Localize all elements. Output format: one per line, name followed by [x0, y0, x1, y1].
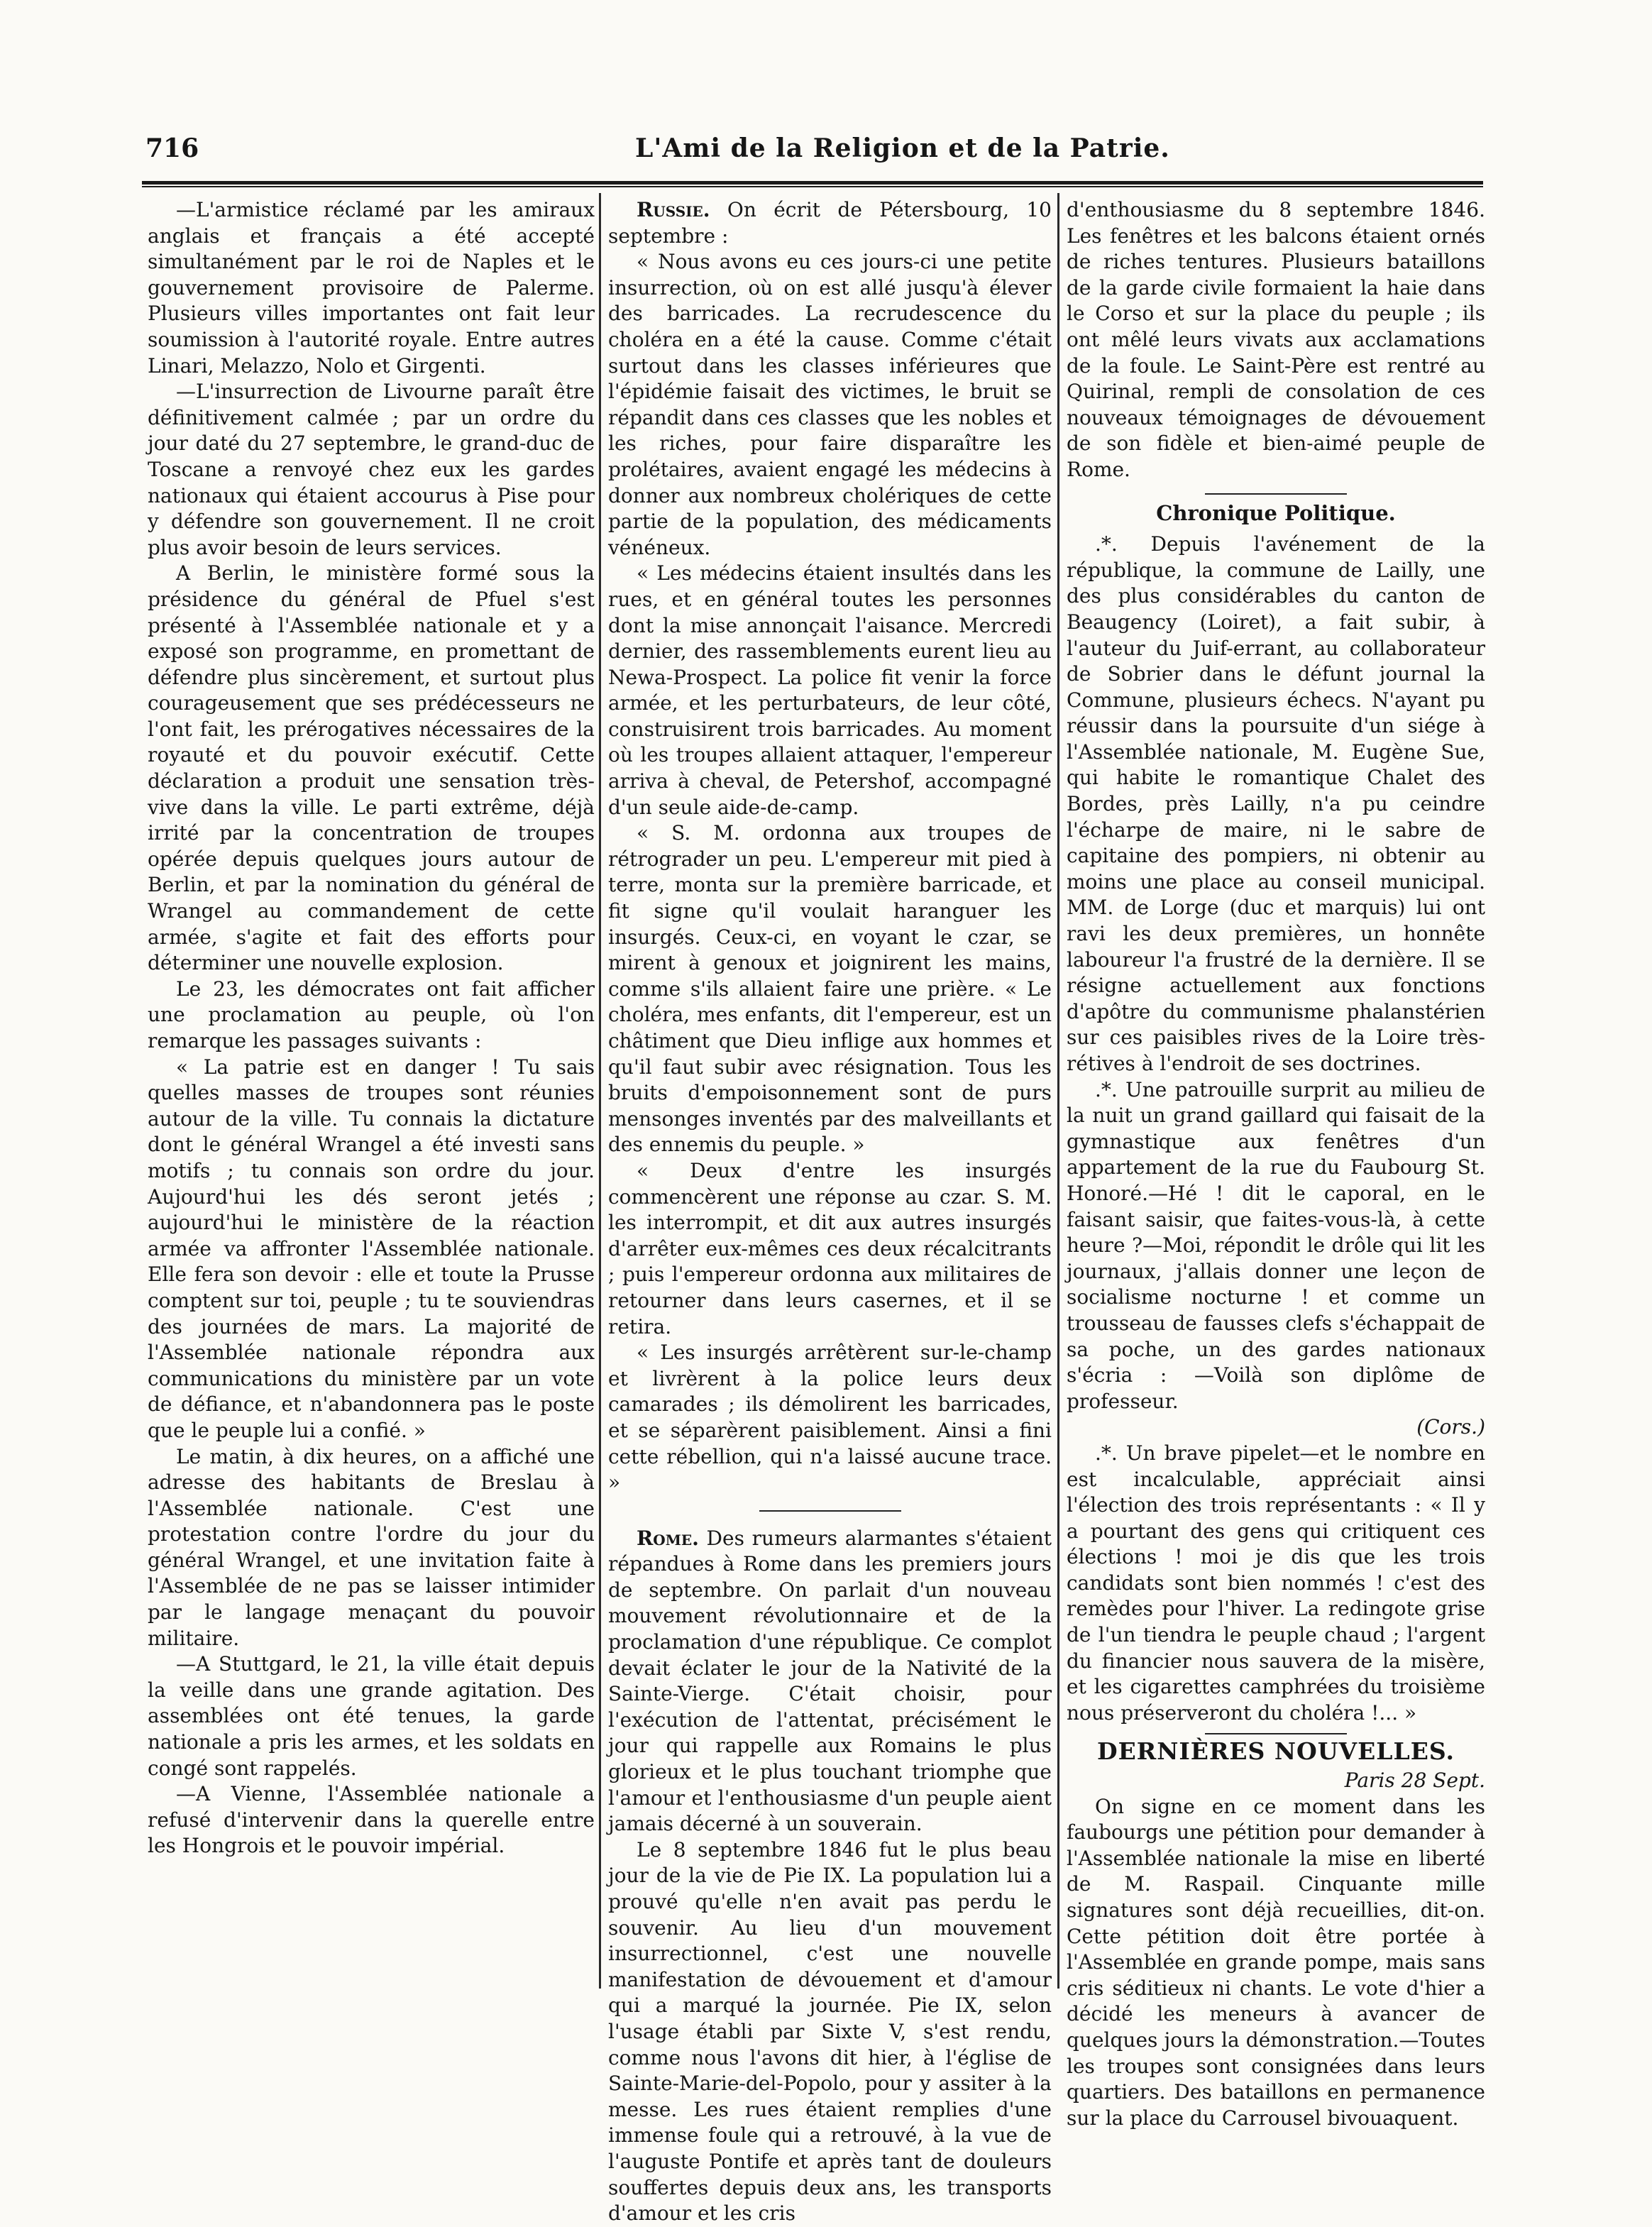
column-separator-1	[599, 193, 601, 1989]
running-title: L'Ami de la Religion et de la Patrie.	[635, 133, 1170, 163]
chronique-paragraph-pipelet: .*. Un brave pipelet—et le nombre en est incalculable, appréciait ainsi l'élection des trois représentants : « Il y a pourtant des gens qui critiquent ces élections ! moi je dis que les trois candidats sont bien nommés ! c'est des remèdes pour l'hiver. La redingote grise de l'un tiendra le peuple chaud ; l'argent du financier nous sauvera de la misère, et les cigarettes camphrées du troisième nous préserveront du choléra !... »	[1067, 1441, 1485, 1725]
rome-label: Rome.	[637, 1526, 699, 1550]
chronique-title: Chronique Politique.	[1156, 500, 1396, 525]
column-3	[1067, 197, 1485, 2131]
paragraph-breslau: Le matin, à dix heures, on a affiché une adresse des habitants de Breslau à l'Assemblée nationale. C'est une protestation contre l'ordre du jour du général Wrangel, et une invitation faite à l'Assemblée de ne pas se laisser intimider par le langage menaçant du pouvoir militaire.	[148, 1444, 595, 1650]
paragraph-berlin: A Berlin, le ministère formé sous la présidence du général de Pfuel s'est présenté à l'Assemblée nationale et y a exposé son programme, en promettant de défendre plus sincèrement, et surtout plus courageusement que ses prédécesseurs ne l'ont fait, les prérogatives nécessaires de la royauté et du pouvoir exécutif. Cette déclaration a produit une sensation très-vive dans la ville. Le parti extrême, déjà irrité par la concentration de troupes opérée depuis quelques jours autour de Berlin, et par la nomination du général de Wrangel au commandement de cette armée, s'agite et fait des efforts pour déterminer une nouvelle explosion.	[148, 561, 595, 975]
section-divider	[1205, 493, 1347, 495]
paragraph-livourne: —L'insurrection de Livourne paraît être définitivement calmée ; par un ordre du jour daté du 27 septembre, le grand-duc de Toscane a renvoyé chez eux les gardes nationaux qui étaient accourus à Pise pour y défendre son gouvernement. Il ne croit plus avoir besoin de leurs services.	[148, 380, 595, 559]
dernieres-title: DERNIÈRES NOUVELLES.	[1097, 1737, 1455, 1766]
russie-paragraph: « Les insurgés arrêtèrent sur-le-champ et livrèrent à la police leurs deux camarades ; ils démolirent les barricades, et se séparèrent paisiblement. Ainsi a fini cette rébellion, qui n'a laissé aucune trace. »	[608, 1341, 1052, 1495]
header-rule-thin	[142, 186, 1483, 187]
rome-continuation: d'enthousiasme du 8 septembre 1846. Les fenêtres et les balcons étaient ornés de riches tentures. Plusieurs bataillons de la garde civile formaient la haie dans le Corso et sur la place du peuple ; ils ont mêlé leurs vivats aux acclamations de la foule. Le Saint-Père est rentré au Quirinal, rempli de consolation de ces nouveaux témoignages de dévouement de son fidèle et bien-aimé peuple de Rome.	[1067, 198, 1485, 481]
russie-label: Russie.	[637, 198, 710, 221]
paragraph-naples: —L'armistice réclamé par les amiraux anglais et français a été accepté simultanément par le roi de Naples et le gouvernement provisoire de Palerme. Plusieurs villes importantes ont fait leur soumission à l'autorité royale. Entre autres Linari, Melazzo, Nolo et Girgenti.	[148, 198, 595, 378]
column-1	[148, 197, 595, 1859]
russie-intro	[608, 197, 1052, 249]
column-2	[608, 197, 1052, 2227]
paragraph-vienne: —A Vienne, l'Assemblée nationale a refusé d'intervenir dans la querelle entre les Hongrois et le pouvoir impérial.	[148, 1782, 595, 1858]
russie-paragraph: « S. M. ordonna aux troupes de rétrograder un peu. L'empereur mit pied à terre, monta sur la première barricade, et fit signe qu'il voulait haranguer les insurgés. Ceux-ci, en voyant le czar, se mirent à genoux et joignirent les mains, comme s'ils allaient faire une prière. « Le choléra, mes enfants, dit l'empereur, est un châtiment que Dieu inflige aux hommes et qu'il faut subir avec résignation. Tous les bruits d'empoisonnement sont de purs mensonges inventés par des malveillants et des ennemis du peuple. »	[608, 821, 1052, 1157]
column-separator-2	[1057, 193, 1059, 1989]
rome-intro	[608, 1526, 1052, 1837]
russie-paragraph: « Deux d'entre les insurgés commencèrent une réponse au czar. S. M. les interrompit, et dit aux autres insurgés d'arrêter eux-mêmes ces deux récalcitrants ; puis l'empereur ordonna aux militaires de retourner dans leurs casernes, et il se retira.	[608, 1158, 1052, 1338]
section-divider	[1205, 1733, 1347, 1734]
rome-intro-text: Des rumeurs alarmantes s'étaient répandues à Rome dans les premiers jours de septembre. On parlait d'un nouveau mouvement révolutionnaire et de la proclamation d'une république. Ce complot devait éclater le jour de la Nativité de la Sainte-Vierge. C'était choisir, pour l'exécution de l'attentat, précisément le jour qui rappelle aux Romains le plus glorieux et le plus touchant triomphe que l'amour et l'enthousiasme d'un peuple aient jamais décerné à un souverain.	[608, 1526, 1052, 1836]
paragraph-stuttgard: —A Stuttgard, le 21, la ville était depuis la veille dans une grande agitation. Des assemblées ont été tenues, la garde nationale a pris les armes, et les soldats en congé sont rappelés.	[148, 1652, 595, 1780]
section-divider	[759, 1510, 901, 1512]
page-number: 716	[145, 133, 199, 163]
chronique-paragraph-lailly: .*. Depuis l'avénement de la république, la commune de Lailly, une des plus considérables du canton de Beaugency (Loiret), a fait subir, à l'auteur du Juif-errant, au collaborateur de Sobrier dans le défunt journal la Commune, plusieurs échecs. N'ayant pu réussir dans la poursuite d'un siége à l'Assemblée nationale, M. Eugène Sue, qui habite le romantique Chalet des Bordes, près Lailly, n'a pu ceindre l'écharpe de maire, ni le sabre de capitaine des pompiers, ni obtenir au moins une place au conseil municipal. MM. de Lorge (duc et marquis) lui ont ravi les deux premières, un honnête laboureur l'a frustré de la dernière. Il se résigne actuellement aux fonctions d'apôtre du communisme phalanstérien sur ces paisibles rives de la Loire très-rétives à l'endroit de ses doctrines.	[1067, 532, 1485, 1075]
russie-intro-text: On écrit de Pétersbourg, 10 septembre :	[608, 198, 1052, 248]
header-rule	[142, 181, 1483, 185]
russie-paragraph: « Nous avons eu ces jours-ci une petite insurrection, où on est allé jusqu'à élever des barricades. La recrudescence du choléra en a été la cause. Comme c'était surtout dans les classes inférieures que l'épidémie faisait des victimes, le bruit se répandit dans ces classes que les nobles et les riches, pour faire disparaître les prolétaires, avaient engagé les médecins à donner aux nombreux cholériques de cette partie de la population, des médicaments vénéneux.	[608, 250, 1052, 559]
paragraph-democrates: Le 23, les démocrates ont fait afficher une proclamation au peuple, où l'on remarque les passages suivants :	[148, 977, 595, 1052]
rome-paragraph: Le 8 septembre 1846 fut le plus beau jour de la vie de Pie IX. La population lui a prouvé qu'elle n'en avait pas perdu le souvenir. Au lieu d'un mouvement insurrectionnel, c'est une nouvelle manifestation de dévouement et d'amour qui a marqué la journée. Pie IX, selon l'usage établi par Sixte V, s'est rendu, comme nous l'avons dit hier, à l'église de Sainte-Marie-del-Popolo, pour y assiter à la messe. Les rues étaient remplies d'une immense foule qui a retrouvé, à la vue de l'auguste Pontife et après tant de douleurs souffertes depuis deux ans, les transports d'amour et les cris	[608, 1837, 1052, 2226]
russie-paragraph: « Les médecins étaient insultés dans les rues, et en général toutes les personnes dont la mise annonçait l'aisance. Mercredi dernier, des rassemblements eurent lieu au Newa-Prospect. La police fit venir la force armée, et les perturbateurs, de leur côté, construisirent trois barricades. Au moment où les troupes allaient attaquer, l'empereur arriva à cheval, de Petershof, accompagné d'un seule aide-de-camp.	[608, 561, 1052, 819]
chronique-paragraph-patrouille: .*. Une patrouille surprit au milieu de la nuit un grand gaillard qui faisait de la gymnastique aux fenêtres d'un appartement de la rue du Faubourg St. Honoré.—Hé ! dit le caporal, en le faisant saisir, que faites-vous-là, à cette heure ?—Moi, répondit le drôle qui lit les journaux, j'allais donner une leçon de socialisme nocturne ! et comme un trousseau de fausses clefs s'échappait de sa poche, un des gardes nationaux s'écria : —Voilà son diplôme de professeur.	[1067, 1077, 1485, 1413]
paragraph-proclamation: « La patrie est en danger ! Tu sais quelles masses de troupes sont réunies autour de la ville. Tu connais la dictature dont le général Wrangel a été investi sans motifs ; tu connais son ordre du jour. Aujourd'hui les dés seront jetés ; aujourd'hui le ministère de la réaction armée va affronter l'Assemblée nationale. Elle fera son devoir : elle et toute la Prusse comptent sur toi, peuple ; tu te souviendras des journées de mars. La majorité de l'Assemblée nationale répondra aux communications du ministère par un vote de défiance, et n'abandonnera pas le poste que le peuple lui a confié. »	[148, 1055, 595, 1442]
dateline: Paris 28 Sept.	[1344, 1769, 1485, 1793]
page-header	[145, 133, 1480, 176]
source-cors: (Cors.)	[1416, 1415, 1485, 1439]
dernieres-paragraph: On signe en ce moment dans les faubourgs une pétition pour demander à l'Assemblée nationale la mise en liberté de M. Raspail. Cinquante mille signatures sont déjà recueillies, dit-on. Cette pétition doit être portée à l'Assemblée en grande pompe, mais sans cris séditieux ni chants. Le vote d'hier a décidé les meneurs à avancer de quelques jours la démonstration.—Toutes les troupes sont consignées dans leurs quartiers. Des bataillons en permanence sur la place du Carrousel bivouaquent.	[1067, 1794, 1485, 2130]
